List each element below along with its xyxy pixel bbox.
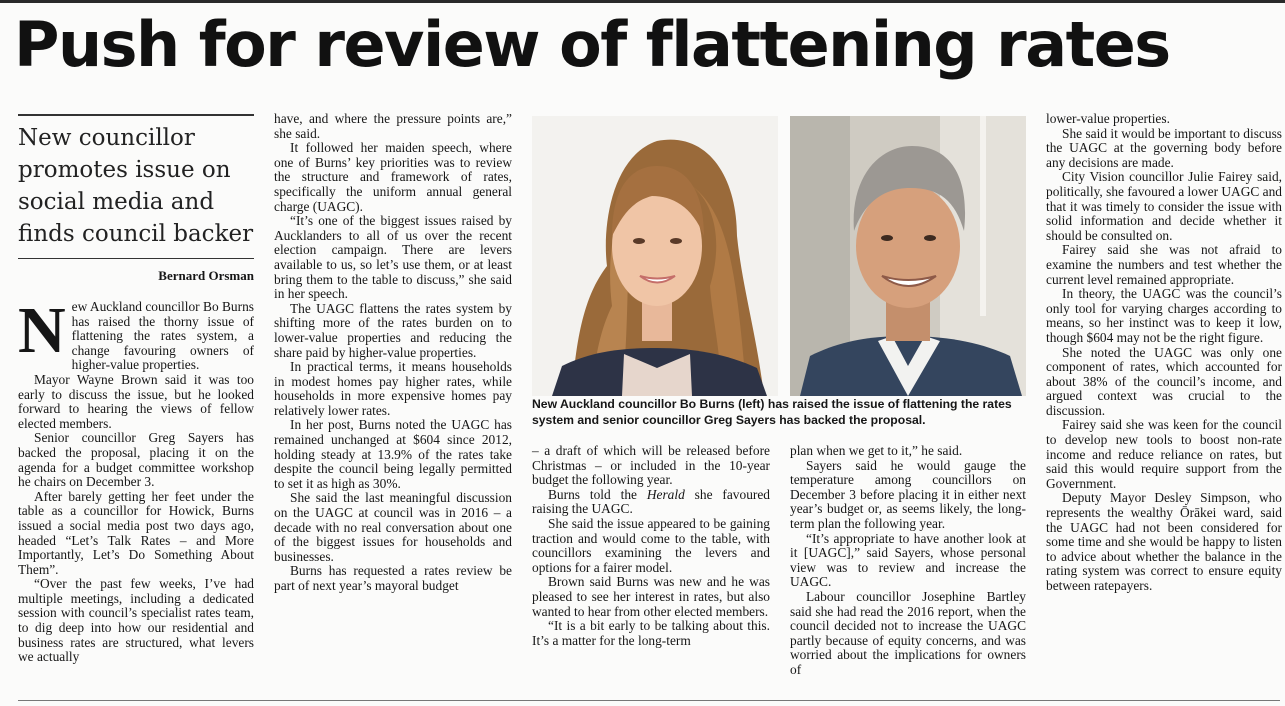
paragraph: Brown said Burns was new and he was pleased to see her interest in rates, but also wanted to hear from other elected members.: [532, 574, 770, 619]
man-portrait-image: [790, 116, 1026, 396]
paragraph: After barely getting her feet under the table as a councillor for Howick, Burns issued a social media post two days ago, headed “Let’s Talk Rates – and More Importantly, Let’s Do Something About Them”.: [18, 488, 254, 577]
paragraph: She noted the UAGC was only one component of rates, which accounted for about 38% of the council’s income, and argued context was crucial to the discussion.: [1046, 344, 1282, 418]
byline: Bernard Orsman: [158, 268, 254, 283]
drop-cap: N: [18, 294, 66, 367]
herald-text-after: she favoured raising the UAGC.: [532, 486, 770, 517]
subhead-bottom-rule: [18, 258, 254, 259]
photo-bo-burns: [532, 116, 778, 396]
paragraph-continued: lower-value properties.: [1046, 111, 1170, 126]
paragraph: She said it would be important to discuss the UAGC at the governing body before any decisions are made.: [1046, 125, 1282, 170]
paragraph: Deputy Mayor Desley Simpson, who represents the wealthy Ōrākei ward, said the UAGC had not been considered for some time and she would be happy to listen to advice about whether the balance in the rating system was correct to ensure equity between ratepayers.: [1046, 490, 1282, 593]
paragraph: “It’s appropriate to have another look at it [UAGC],” said Sayers, whose personal view was to review and increase the UAGC.: [790, 530, 1026, 590]
paragraph: Fairey said she was keen for the council to develop new tools to boost non-rate income and reduce reliance on rates, but said this would require support from the Government.: [1046, 417, 1282, 491]
paragraph: She said the issue appeared to be gaining traction and would come to the table, with councillors examining the levers and options for a fairer model.: [532, 515, 770, 575]
bottom-rule: [18, 700, 1280, 701]
lead-text: ew Auckland councillor Bo Burns has raised the thorny issue of flattening the rates system, a change favouring owners of higher-value properties.: [71, 299, 254, 373]
paragraph: City Vision councillor Julie Fairey said, politically, she favoured a lower UAGC and that it was timely to consider the issue with solid information and decide whether it should be consulted on.: [1046, 169, 1283, 243]
article-column-5: [1046, 112, 1282, 594]
woman-portrait-image: [532, 116, 778, 396]
article-column-2: [274, 112, 512, 594]
subhead-top-rule: [18, 114, 254, 116]
paragraph: “Over the past few weeks, I’ve had multiple meetings, including a dedicated session with council’s specialist rates team, to dig deep into how our residential and business rates are structured, what levers we actually: [18, 576, 254, 665]
paragraph: Senior councillor Greg Sayers has backed the proposal, placing it on the agenda for a budget committee workshop he chairs on December 3.: [18, 430, 254, 490]
paragraph: “It’s one of the biggest issues raised by Aucklanders to all of us over the recent election campaign. There are levers available to us, so let’s use them, or at least bring them to the table to discuss,” she said in her speech.: [274, 213, 512, 302]
paragraph: She said the last meaningful discussion on the UAGC at council was in 2016 – a decade with no real conversation about one of the biggest issues for households and businesses.: [274, 490, 512, 564]
paragraph: Labour councillor Josephine Bartley said she had read the 2016 report, when the council decided not to increase the UAGC partly because of equity concerns, and was worried about the implications for owners of: [790, 588, 1026, 677]
herald-text-before: Burns told the: [548, 486, 647, 502]
article-column-1: [18, 294, 254, 665]
paragraph: The UAGC flattens the rates system by shifting more of the rates burden on to lower-value properties and reducing the share paid by higher-value properties.: [274, 300, 512, 360]
paragraph-herald: [532, 488, 770, 517]
paragraph: Fairey said she was not afraid to examine the numbers and test whether the current level remained appropriate.: [1046, 242, 1282, 287]
paragraph: In theory, the UAGC was the council’s only tool for varying charges according to means, so her instinct was to keep it low, though $604 may not be the right figure.: [1046, 286, 1282, 345]
paragraph: It followed her maiden speech, where one of Burns’ key priorities was to review the structure and framework of rates, specifically the uniform annual general charge (UAGC).: [274, 140, 512, 214]
paragraph-continued: – a draft of which will be released before Christmas – or included in the 10-year budget the following year.: [532, 443, 770, 488]
paragraph: “It is a bit early to be talking about this. It’s a matter for the long-term: [532, 618, 770, 648]
paragraph: Mayor Wayne Brown said it was too early to discuss the issue, but he looked forward to hearing the views of fellow elected members.: [18, 371, 254, 431]
paragraph: Sayers said he would gauge the temperature among councillors on December 3 before placing it in either next year’s budget or, as seems likely, the long-term plan the following year.: [790, 457, 1026, 531]
top-rule: [0, 0, 1285, 3]
photo-caption: New Auckland councillor Bo Burns (left) has raised the issue of flattening the rates system and senior councillor Greg Sayers has backed the proposal.: [532, 397, 1012, 427]
article-column-4: [790, 444, 1026, 678]
herald-italic: Herald: [646, 486, 685, 502]
paragraph: In her post, Burns noted the UAGC has remained unchanged at $604 since 2012, holding steady at 13.9% of the rates take despite the council being legally permitted to set it as high as 30%.: [274, 417, 512, 491]
headline: Push for review of flattening rates: [14, 8, 1170, 81]
article-column-3: [532, 444, 770, 648]
paragraph-continued: plan when we get to it,” he said.: [790, 443, 963, 458]
paragraph-continued: have, and where the pressure points are,” she said.: [274, 111, 512, 141]
paragraph: In practical terms, it means households in modest homes pay higher rates, while households in more expensive homes pay relatively lower rates.: [274, 359, 512, 418]
paragraph: Burns has requested a rates review be part of next year’s mayoral budget: [274, 563, 512, 593]
lead-paragraph: [18, 294, 254, 373]
subheadline: New councillor promotes issue on social media and finds council backer: [18, 125, 254, 247]
photo-greg-sayers: [790, 116, 1026, 396]
